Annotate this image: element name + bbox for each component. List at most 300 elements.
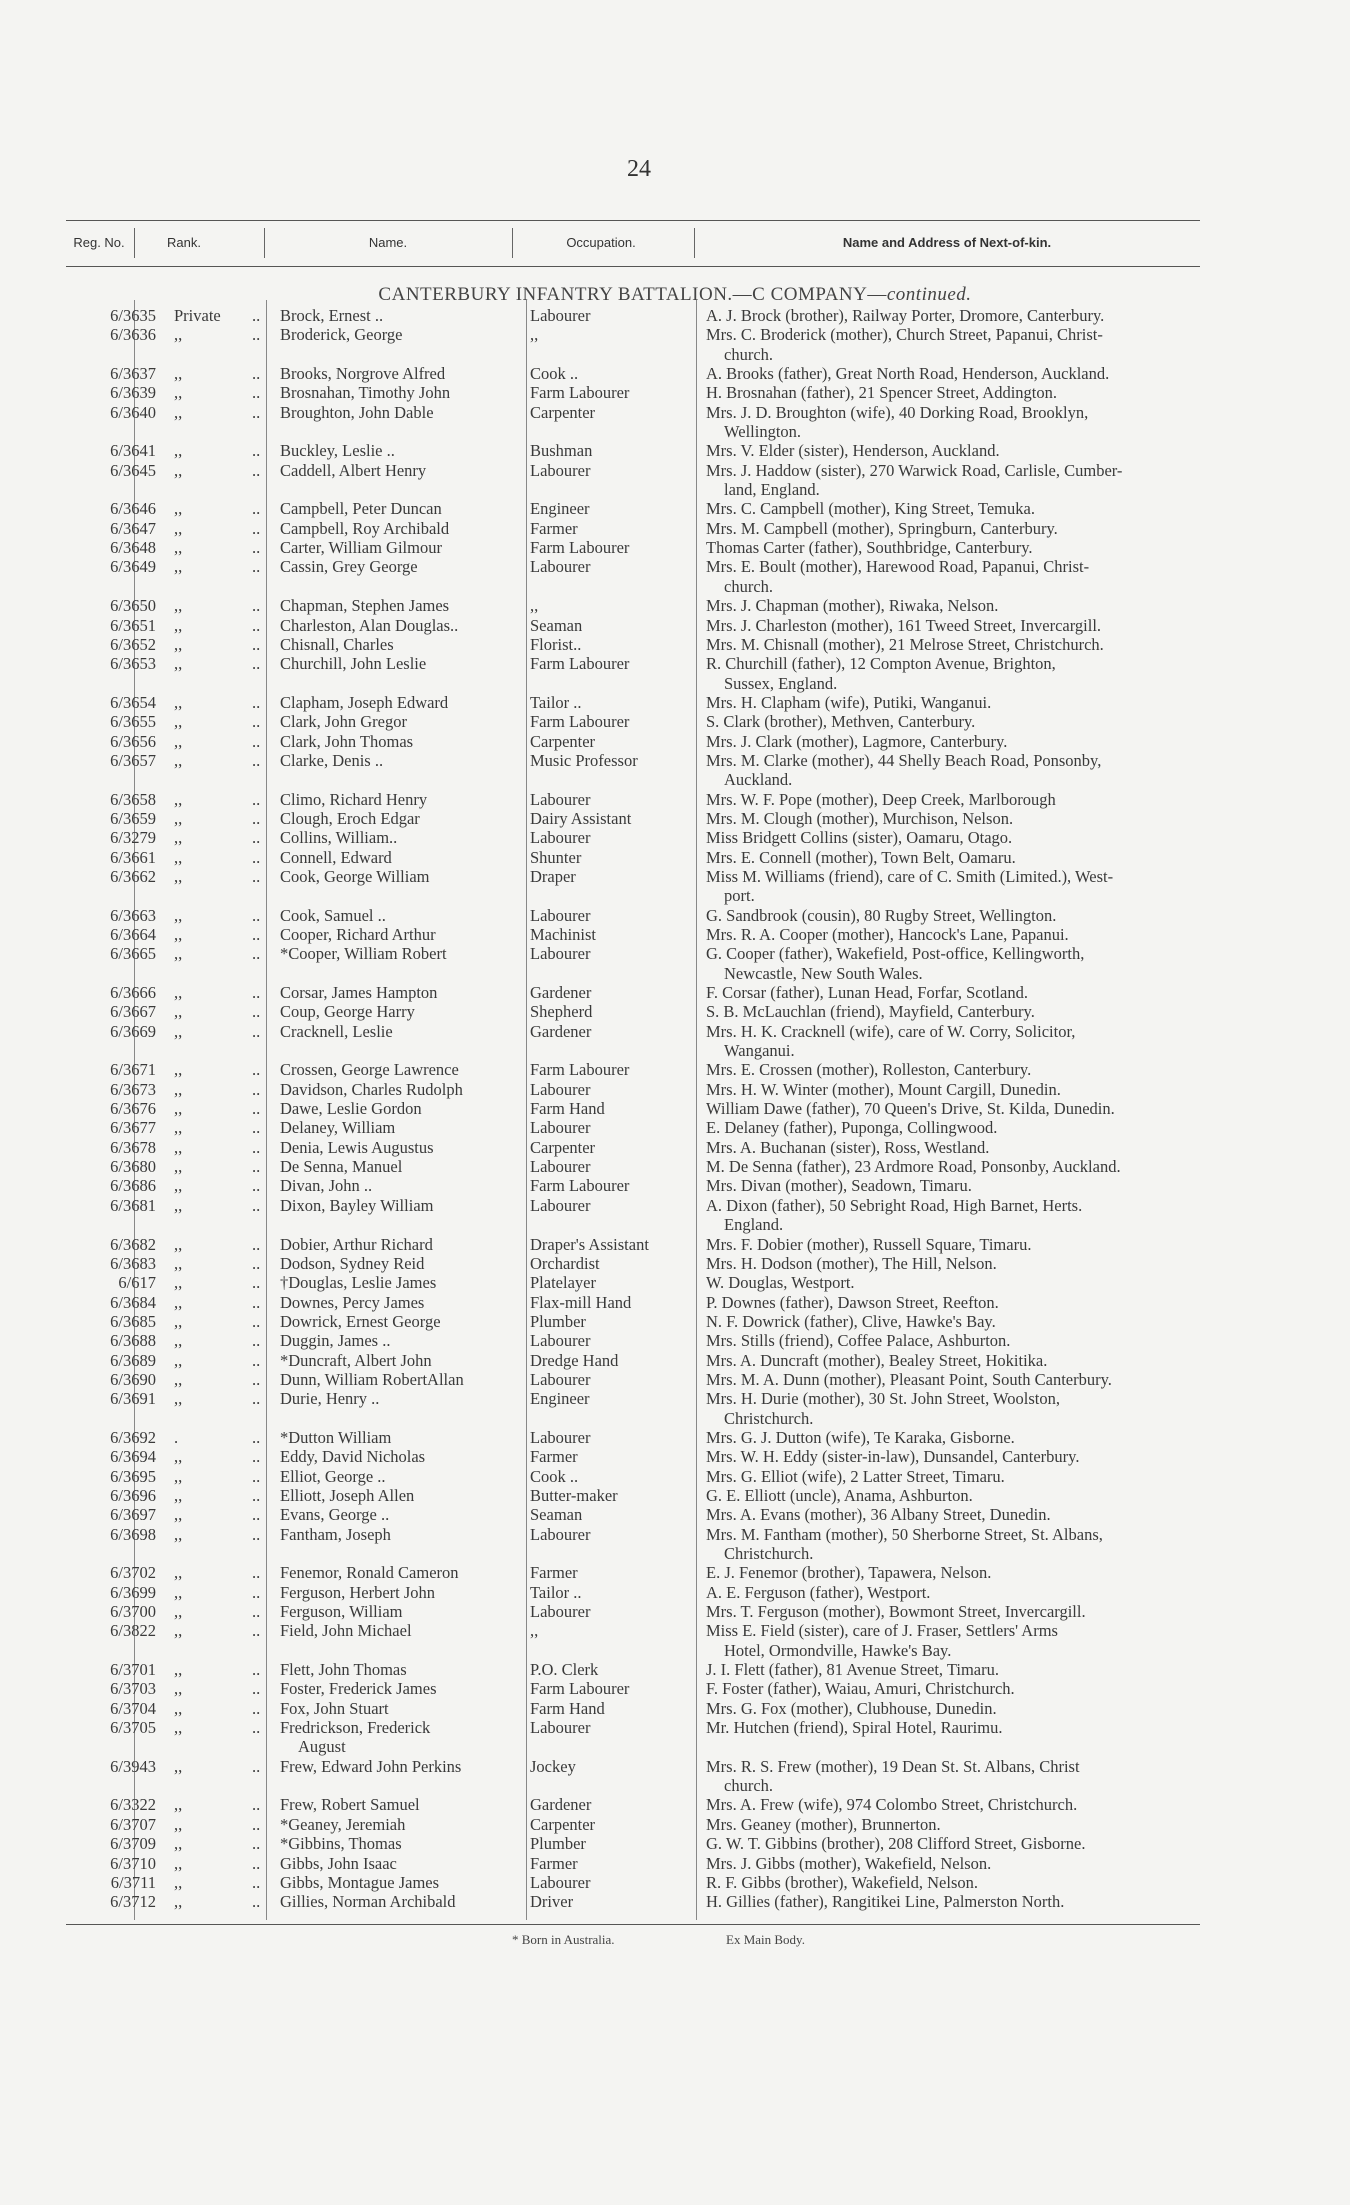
rank-cell: ,, bbox=[174, 750, 183, 770]
next-of-kin-cell bbox=[706, 848, 1198, 867]
name-cell: Frew, Edward John Perkins bbox=[280, 1756, 462, 1776]
name-cell: Gibbs, John Isaac bbox=[280, 1853, 397, 1873]
next-of-kin-cell bbox=[706, 906, 1198, 925]
reg-no-cell: 6/3688 bbox=[110, 1331, 156, 1351]
table-row bbox=[66, 1312, 1200, 1331]
occupation-cell: Carpenter bbox=[530, 1814, 596, 1834]
next-of-kin-cell bbox=[706, 1718, 1198, 1757]
next-of-kin-cell bbox=[706, 1505, 1198, 1524]
next-of-kin-text: Mrs. J. Gibbs (mother), Wakefield, Nelson. bbox=[706, 1853, 992, 1873]
rank-cell: ,, bbox=[174, 1892, 183, 1912]
next-of-kin-cell bbox=[706, 538, 1198, 557]
name-cell: Cook, Samuel .. bbox=[280, 905, 386, 925]
leader-dots: .. bbox=[252, 1892, 261, 1912]
name-cell: Dowrick, Ernest George bbox=[280, 1311, 441, 1331]
next-of-kin-continuation: port. bbox=[724, 886, 755, 906]
table-row bbox=[66, 1176, 1200, 1195]
name-cell: Dawe, Leslie Gordon bbox=[280, 1099, 422, 1119]
name-cell: Divan, John .. bbox=[280, 1176, 373, 1196]
leader-dots: .. bbox=[252, 847, 261, 867]
reg-no-cell: 6/3637 bbox=[110, 364, 156, 384]
rank-cell: Private bbox=[174, 306, 221, 325]
next-of-kin-continuation: land, England. bbox=[724, 480, 820, 500]
leader-dots: .. bbox=[252, 1176, 261, 1196]
next-of-kin-cell bbox=[706, 1795, 1198, 1814]
leader-dots: .. bbox=[252, 1834, 261, 1854]
leader-dots: .. bbox=[252, 1795, 261, 1815]
reg-no-cell: 6/3635 bbox=[110, 306, 156, 325]
table-row bbox=[66, 828, 1200, 847]
name-cell: Cook, George William bbox=[280, 866, 430, 886]
reg-no-cell: 6/3678 bbox=[110, 1137, 156, 1157]
leader-dots: .. bbox=[252, 1853, 261, 1873]
reg-no-cell: 6/3701 bbox=[110, 1660, 156, 1680]
next-of-kin-cell bbox=[706, 1002, 1198, 1021]
leader-dots: .. bbox=[252, 364, 261, 384]
leader-dots: .. bbox=[252, 1872, 261, 1892]
table-row bbox=[66, 1293, 1200, 1312]
name-cell: Gillies, Norman Archibald bbox=[280, 1892, 456, 1912]
occupation-cell: Farm Hand bbox=[530, 1698, 605, 1718]
leader-dots: .. bbox=[252, 1234, 261, 1254]
leader-dots: .. bbox=[252, 1021, 261, 1041]
footer-rule bbox=[66, 1924, 1200, 1925]
name-cell: Evans, George .. bbox=[280, 1505, 390, 1525]
rank-cell: ,, bbox=[174, 1253, 183, 1273]
next-of-kin-text: R. Churchill (father), 12 Compton Avenue, Brighton, bbox=[706, 654, 1056, 674]
next-of-kin-cell bbox=[706, 403, 1198, 442]
name-cell: Campbell, Peter Duncan bbox=[280, 499, 442, 519]
occupation-cell: Cook .. bbox=[530, 1466, 579, 1486]
table-row bbox=[66, 1002, 1200, 1021]
next-of-kin-continuation: Newcastle, New South Wales. bbox=[724, 963, 923, 983]
table-row bbox=[66, 1486, 1200, 1505]
rank-cell: ,, bbox=[174, 712, 183, 732]
next-of-kin-cell bbox=[706, 1486, 1198, 1505]
next-of-kin-text: Mrs. J. Charleston (mother), 161 Tweed Street, Invercargill. bbox=[706, 615, 1102, 635]
name-cell: Buckley, Leslie .. bbox=[280, 441, 395, 461]
rank-cell: ,, bbox=[174, 944, 183, 964]
leader-dots: .. bbox=[252, 1679, 261, 1699]
name-cell: Foster, Frederick James bbox=[280, 1679, 437, 1699]
occupation-cell: Seaman bbox=[530, 615, 583, 635]
occupation-cell: Labourer bbox=[530, 905, 591, 925]
occupation-cell: Butter-maker bbox=[530, 1485, 618, 1505]
leader-dots: .. bbox=[252, 866, 261, 886]
occupation-cell: Dairy Assistant bbox=[530, 808, 632, 828]
next-of-kin-text: Mr. Hutchen (friend), Spiral Hotel, Raurimu. bbox=[706, 1718, 1003, 1738]
leader-dots: .. bbox=[252, 1253, 261, 1273]
next-of-kin-text: E. J. Fenemor (brother), Tapawera, Nelson. bbox=[706, 1563, 992, 1583]
rank-cell: ,, bbox=[174, 441, 183, 461]
occupation-cell: Labourer bbox=[530, 1079, 591, 1099]
name-cell: †Douglas, Leslie James bbox=[280, 1273, 437, 1293]
occupation-cell: Farmer bbox=[530, 518, 578, 538]
leader-dots: .. bbox=[252, 731, 261, 751]
next-of-kin-cell bbox=[706, 616, 1198, 635]
next-of-kin-cell bbox=[706, 635, 1198, 654]
next-of-kin-text: Mrs. E. Boult (mother), Harewood Road, Papanui, Christ- bbox=[706, 557, 1090, 577]
rank-cell: ,, bbox=[174, 1234, 183, 1254]
leader-dots: .. bbox=[252, 925, 261, 944]
next-of-kin-cell bbox=[706, 828, 1198, 847]
name-cell: De Senna, Manuel bbox=[280, 1157, 403, 1177]
occupation-cell: Engineer bbox=[530, 499, 590, 519]
reg-no-cell: 6/3651 bbox=[110, 615, 156, 635]
leader-dots: .. bbox=[252, 1157, 261, 1177]
next-of-kin-text: Miss M. Williams (friend), care of C. Smith (Limited.), West- bbox=[706, 866, 1114, 886]
reg-no-cell: 6/3712 bbox=[110, 1892, 156, 1912]
name-cell: Charleston, Alan Douglas.. bbox=[280, 615, 459, 635]
name-cell: Broughton, John Dable bbox=[280, 402, 434, 422]
name-cell: Crossen, George Lawrence bbox=[280, 1060, 459, 1080]
rank-cell: ,, bbox=[174, 1563, 183, 1583]
reg-no-cell: 6/3702 bbox=[110, 1563, 156, 1583]
occupation-cell: Tailor .. bbox=[530, 1582, 582, 1602]
name-cell: *Duncraft, Albert John bbox=[280, 1350, 432, 1370]
name-cell: Frew, Robert Samuel bbox=[280, 1795, 420, 1815]
reg-no-cell: 6/3677 bbox=[110, 1118, 156, 1138]
table-row bbox=[66, 906, 1200, 925]
occupation-cell: Gardener bbox=[530, 1795, 592, 1815]
next-of-kin-cell bbox=[706, 1254, 1198, 1273]
table-row bbox=[66, 809, 1200, 828]
rank-cell: ,, bbox=[174, 1679, 183, 1699]
name-cell: Flett, John Thomas bbox=[280, 1660, 407, 1680]
next-of-kin-cell bbox=[706, 1118, 1198, 1137]
next-of-kin-text: Mrs. V. Elder (sister), Henderson, Auckland. bbox=[706, 441, 1000, 461]
next-of-kin-text: Mrs. W. F. Pope (mother), Deep Creek, Marlborough bbox=[706, 789, 1056, 809]
leader-dots: .. bbox=[252, 557, 261, 577]
table-row bbox=[66, 1022, 1200, 1061]
name-cell: Ferguson, William bbox=[280, 1602, 403, 1622]
next-of-kin-continuation: Auckland. bbox=[724, 770, 793, 790]
rank-cell: ,, bbox=[174, 364, 183, 384]
table-row bbox=[66, 325, 1200, 364]
name-cell: Brosnahan, Timothy John bbox=[280, 383, 451, 403]
occupation-cell: Carpenter bbox=[530, 1137, 596, 1157]
name-cell: Duggin, James .. bbox=[280, 1331, 391, 1351]
leader-dots: .. bbox=[252, 808, 261, 828]
occupation-cell: ,, bbox=[530, 325, 539, 345]
occupation-cell: Labourer bbox=[530, 1118, 591, 1138]
occupation-cell: Shunter bbox=[530, 847, 582, 867]
rank-cell: ,, bbox=[174, 1273, 183, 1293]
header-bottom-rule bbox=[66, 266, 1200, 267]
table-row bbox=[66, 790, 1200, 809]
reg-no-cell: 6/3703 bbox=[110, 1679, 156, 1699]
next-of-kin-text: Mrs. Stills (friend), Coffee Palace, Ashburton. bbox=[706, 1331, 1011, 1351]
rank-cell: ,, bbox=[174, 1176, 183, 1196]
next-of-kin-text: S. B. McLauchlan (friend), Mayfield, Canterbury. bbox=[706, 1002, 1035, 1022]
roll-table-body bbox=[66, 306, 1200, 1912]
rank-cell: ,, bbox=[174, 596, 183, 616]
name-cell: Carter, William Gilmour bbox=[280, 538, 442, 558]
reg-no-cell: 6/3652 bbox=[110, 634, 156, 654]
next-of-kin-cell bbox=[706, 596, 1198, 615]
name-cell: Elliott, Joseph Allen bbox=[280, 1485, 415, 1505]
name-cell: Clapham, Joseph Edward bbox=[280, 692, 449, 712]
occupation-cell: Platelayer bbox=[530, 1273, 596, 1293]
name-cell: Cracknell, Leslie bbox=[280, 1021, 393, 1041]
next-of-kin-text: S. Clark (brother), Methven, Canterbury. bbox=[706, 712, 976, 732]
table-row bbox=[66, 1815, 1200, 1834]
next-of-kin-cell bbox=[706, 461, 1198, 500]
next-of-kin-text: Mrs. G. J. Dutton (wife), Te Karaka, Gisborne. bbox=[706, 1427, 1015, 1447]
next-of-kin-text: Mrs. H. Durie (mother), 30 St. John Street, Woolston, bbox=[706, 1389, 1061, 1409]
occupation-cell: Farmer bbox=[530, 1447, 578, 1467]
next-of-kin-text: R. F. Gibbs (brother), Wakefield, Nelson. bbox=[706, 1872, 979, 1892]
leader-dots: .. bbox=[252, 1427, 261, 1447]
next-of-kin-cell bbox=[706, 1892, 1198, 1911]
leader-dots: .. bbox=[252, 1002, 261, 1022]
name-cell: Climo, Richard Henry bbox=[280, 789, 428, 809]
occupation-cell: Flax-mill Hand bbox=[530, 1292, 632, 1312]
table-row bbox=[66, 1138, 1200, 1157]
next-of-kin-cell bbox=[706, 441, 1198, 460]
page-number: 24 bbox=[627, 156, 651, 182]
next-of-kin-cell bbox=[706, 1022, 1198, 1061]
next-of-kin-text: Thomas Carter (father), Southbridge, Canterbury. bbox=[706, 538, 1033, 558]
leader-dots: .. bbox=[252, 828, 261, 848]
next-of-kin-cell bbox=[706, 1583, 1198, 1602]
reg-no-cell: 6/3707 bbox=[110, 1814, 156, 1834]
next-of-kin-cell bbox=[706, 1563, 1198, 1582]
table-row bbox=[66, 1873, 1200, 1892]
occupation-cell: ,, bbox=[530, 596, 539, 616]
reg-no-cell: 6/3682 bbox=[110, 1234, 156, 1254]
table-header bbox=[66, 222, 1200, 264]
name-cell: Dunn, William RobertAllan bbox=[280, 1369, 464, 1389]
leader-dots: .. bbox=[252, 1311, 261, 1331]
next-of-kin-continuation: Wanganui. bbox=[724, 1041, 795, 1061]
reg-no-cell: 6/3683 bbox=[110, 1253, 156, 1273]
next-of-kin-text: Mrs. J. Clark (mother), Lagmore, Canterbury. bbox=[706, 731, 1008, 751]
reg-no-cell: 6/3636 bbox=[110, 325, 156, 345]
leader-dots: .. bbox=[252, 692, 261, 712]
occupation-cell: Engineer bbox=[530, 1389, 590, 1409]
name-cell: Cassin, Grey George bbox=[280, 557, 418, 577]
next-of-kin-cell bbox=[706, 983, 1198, 1002]
occupation-cell: Machinist bbox=[530, 925, 596, 944]
leader-dots: .. bbox=[252, 905, 261, 925]
next-of-kin-text: F. Corsar (father), Lunan Head, Forfar, Scotland. bbox=[706, 983, 1028, 1003]
table-row bbox=[66, 1757, 1200, 1796]
table-row bbox=[66, 944, 1200, 983]
table-row bbox=[66, 1563, 1200, 1582]
leader-dots: .. bbox=[252, 1331, 261, 1351]
section-title: CANTERBURY INFANTRY BATTALION.—C COMPANY— bbox=[378, 284, 887, 305]
table-row bbox=[66, 1428, 1200, 1447]
occupation-cell: Florist.. bbox=[530, 634, 582, 654]
next-of-kin-text: Mrs. C. Broderick (mother), Church Street, Papanui, Christ- bbox=[706, 325, 1103, 345]
reg-no-cell: 6/3658 bbox=[110, 789, 156, 809]
next-of-kin-text: Mrs. Divan (mother), Seadown, Timaru. bbox=[706, 1176, 972, 1196]
occupation-cell: Labourer bbox=[530, 1718, 591, 1738]
next-of-kin-text: Mrs. C. Campbell (mother), King Street, Temuka. bbox=[706, 499, 1035, 519]
rank-cell: ,, bbox=[174, 905, 183, 925]
name-cell: Clough, Eroch Edgar bbox=[280, 808, 420, 828]
next-of-kin-cell bbox=[706, 1099, 1198, 1118]
rank-cell: ,, bbox=[174, 518, 183, 538]
reg-no-cell: 6/3649 bbox=[110, 557, 156, 577]
name-cell: Field, John Michael bbox=[280, 1621, 412, 1641]
table-row bbox=[66, 1254, 1200, 1273]
header-name: Name. bbox=[368, 235, 408, 250]
next-of-kin-text: G. E. Elliott (uncle), Anama, Ashburton. bbox=[706, 1485, 973, 1505]
reg-no-cell: 6/3709 bbox=[110, 1834, 156, 1854]
rank-cell: ,, bbox=[174, 1872, 183, 1892]
reg-no-cell: 6/3698 bbox=[110, 1524, 156, 1544]
table-row bbox=[66, 403, 1200, 442]
occupation-cell: Labourer bbox=[530, 306, 591, 325]
next-of-kin-cell bbox=[706, 306, 1198, 325]
occupation-cell: Labourer bbox=[530, 1369, 591, 1389]
occupation-cell: Labourer bbox=[530, 1524, 591, 1544]
next-of-kin-text: Mrs. E. Connell (mother), Town Belt, Oamaru. bbox=[706, 847, 1016, 867]
reg-no-cell: 6/3661 bbox=[110, 847, 156, 867]
next-of-kin-cell bbox=[706, 1834, 1198, 1853]
reg-no-cell: 6/3650 bbox=[110, 596, 156, 616]
rank-cell: ,, bbox=[174, 654, 183, 674]
rank-cell: ,, bbox=[174, 615, 183, 635]
next-of-kin-text: Mrs. R. S. Frew (mother), 19 Dean St. St. Albans, Christ bbox=[706, 1756, 1080, 1776]
reg-no-cell: 6/3664 bbox=[110, 925, 156, 944]
table-row bbox=[66, 557, 1200, 596]
name-cell: Elliot, George .. bbox=[280, 1466, 386, 1486]
rank-cell: ,, bbox=[174, 1137, 183, 1157]
table-row bbox=[66, 983, 1200, 1002]
rank-cell: ,, bbox=[174, 1795, 183, 1815]
occupation-cell: Shepherd bbox=[530, 1002, 593, 1022]
name-cell: Denia, Lewis Augustus bbox=[280, 1137, 434, 1157]
table-row bbox=[66, 306, 1200, 325]
next-of-kin-cell bbox=[706, 1699, 1198, 1718]
occupation-cell: Labourer bbox=[530, 828, 591, 848]
occupation-cell: Driver bbox=[530, 1892, 574, 1912]
rank-cell: ,, bbox=[174, 1756, 183, 1776]
rank-cell: . bbox=[174, 1427, 179, 1447]
occupation-cell: Tailor .. bbox=[530, 692, 582, 712]
table-row bbox=[66, 1157, 1200, 1176]
leader-dots: .. bbox=[252, 1195, 261, 1215]
reg-no-cell: 6/3692 bbox=[110, 1427, 156, 1447]
table-row bbox=[66, 732, 1200, 751]
next-of-kin-cell bbox=[706, 1873, 1198, 1892]
reg-no-cell: 6/3645 bbox=[110, 460, 156, 480]
occupation-cell: Farm Labourer bbox=[530, 1060, 630, 1080]
occupation-cell: Gardener bbox=[530, 983, 592, 1003]
reg-no-cell: 6/3671 bbox=[110, 1060, 156, 1080]
leader-dots: .. bbox=[252, 1350, 261, 1370]
next-of-kin-text: A. J. Brock (brother), Railway Porter, Dromore, Canterbury. bbox=[706, 306, 1105, 325]
table-row bbox=[66, 1099, 1200, 1118]
rank-cell: ,, bbox=[174, 1853, 183, 1873]
next-of-kin-cell bbox=[706, 790, 1198, 809]
occupation-cell: Farmer bbox=[530, 1853, 578, 1873]
leader-dots: .. bbox=[252, 615, 261, 635]
leader-dots: .. bbox=[252, 1698, 261, 1718]
next-of-kin-cell bbox=[706, 944, 1198, 983]
leader-dots: .. bbox=[252, 402, 261, 422]
next-of-kin-text: Mrs. E. Crossen (mother), Rolleston, Canterbury. bbox=[706, 1060, 1032, 1080]
next-of-kin-text: Mrs. H. Clapham (wife), Putiki, Wanganui. bbox=[706, 692, 992, 712]
next-of-kin-text: Mrs. Geaney (mother), Brunnerton. bbox=[706, 1814, 941, 1834]
leader-dots: .. bbox=[252, 1137, 261, 1157]
next-of-kin-cell bbox=[706, 1467, 1198, 1486]
occupation-cell: Labourer bbox=[530, 1602, 591, 1622]
occupation-cell: Seaman bbox=[530, 1505, 583, 1525]
occupation-cell: Gardener bbox=[530, 1021, 592, 1041]
next-of-kin-text: W. Douglas, Westport. bbox=[706, 1273, 855, 1293]
table-row bbox=[66, 596, 1200, 615]
reg-no-cell: 6/3659 bbox=[110, 808, 156, 828]
leader-dots: .. bbox=[252, 1060, 261, 1080]
name-cell: Eddy, David Nicholas bbox=[280, 1447, 426, 1467]
table-row bbox=[66, 1602, 1200, 1621]
next-of-kin-text: Mrs. A. Frew (wife), 974 Colombo Street, Christchurch. bbox=[706, 1795, 1078, 1815]
section-heading bbox=[0, 284, 1350, 306]
reg-no-cell: 6/3665 bbox=[110, 944, 156, 964]
rank-cell: ,, bbox=[174, 1292, 183, 1312]
rank-cell: ,, bbox=[174, 1660, 183, 1680]
rank-cell: ,, bbox=[174, 1447, 183, 1467]
next-of-kin-text: Mrs. M. Clough (mother), Murchison, Nelson. bbox=[706, 808, 1014, 828]
rank-cell: ,, bbox=[174, 383, 183, 403]
name-cell: Campbell, Roy Archibald bbox=[280, 518, 450, 538]
next-of-kin-text: Mrs. M. Chisnall (mother), 21 Melrose Street, Christchurch. bbox=[706, 634, 1104, 654]
next-of-kin-text: Mrs. A. Duncraft (mother), Bealey Street, Hokitika. bbox=[706, 1350, 1048, 1370]
rank-cell: ,, bbox=[174, 1718, 183, 1738]
next-of-kin-continuation: church. bbox=[724, 1776, 774, 1796]
next-of-kin-cell bbox=[706, 1854, 1198, 1873]
reg-no-cell: 6/3695 bbox=[110, 1466, 156, 1486]
name-cell: Fredrickson, Frederick bbox=[280, 1718, 431, 1738]
next-of-kin-cell bbox=[706, 925, 1198, 944]
reg-no-cell: 6/3694 bbox=[110, 1447, 156, 1467]
name-cell: Fenemor, Ronald Cameron bbox=[280, 1563, 459, 1583]
occupation-cell: Farm Labourer bbox=[530, 1176, 630, 1196]
rank-cell: ,, bbox=[174, 1466, 183, 1486]
reg-no-cell: 6/3686 bbox=[110, 1176, 156, 1196]
next-of-kin-cell bbox=[706, 1660, 1198, 1679]
next-of-kin-cell bbox=[706, 1138, 1198, 1157]
leader-dots: .. bbox=[252, 1292, 261, 1312]
next-of-kin-cell bbox=[706, 499, 1198, 518]
next-of-kin-cell bbox=[706, 1389, 1198, 1428]
occupation-cell: Dredge Hand bbox=[530, 1350, 619, 1370]
table-row bbox=[66, 383, 1200, 402]
reg-no-cell: 6/3646 bbox=[110, 499, 156, 519]
name-cell: Chisnall, Charles bbox=[280, 634, 394, 654]
reg-no-cell: 6/3705 bbox=[110, 1718, 156, 1738]
rank-cell: ,, bbox=[174, 538, 183, 558]
rank-cell: ,, bbox=[174, 325, 183, 345]
next-of-kin-cell bbox=[706, 867, 1198, 906]
reg-no-cell: 6/3663 bbox=[110, 905, 156, 925]
table-row bbox=[66, 1351, 1200, 1370]
name-cell: *Geaney, Jeremiah bbox=[280, 1814, 406, 1834]
next-of-kin-text: A. Dixon (father), 50 Sebright Road, High Barnet, Herts. bbox=[706, 1195, 1083, 1215]
table-row bbox=[66, 1892, 1200, 1911]
rank-cell: ,, bbox=[174, 692, 183, 712]
leader-dots: .. bbox=[252, 1563, 261, 1583]
table-row bbox=[66, 499, 1200, 518]
header-reg-no: Reg. No. bbox=[73, 235, 125, 250]
next-of-kin-cell bbox=[706, 1815, 1198, 1834]
leader-dots: .. bbox=[252, 441, 261, 461]
table-row bbox=[66, 1660, 1200, 1679]
